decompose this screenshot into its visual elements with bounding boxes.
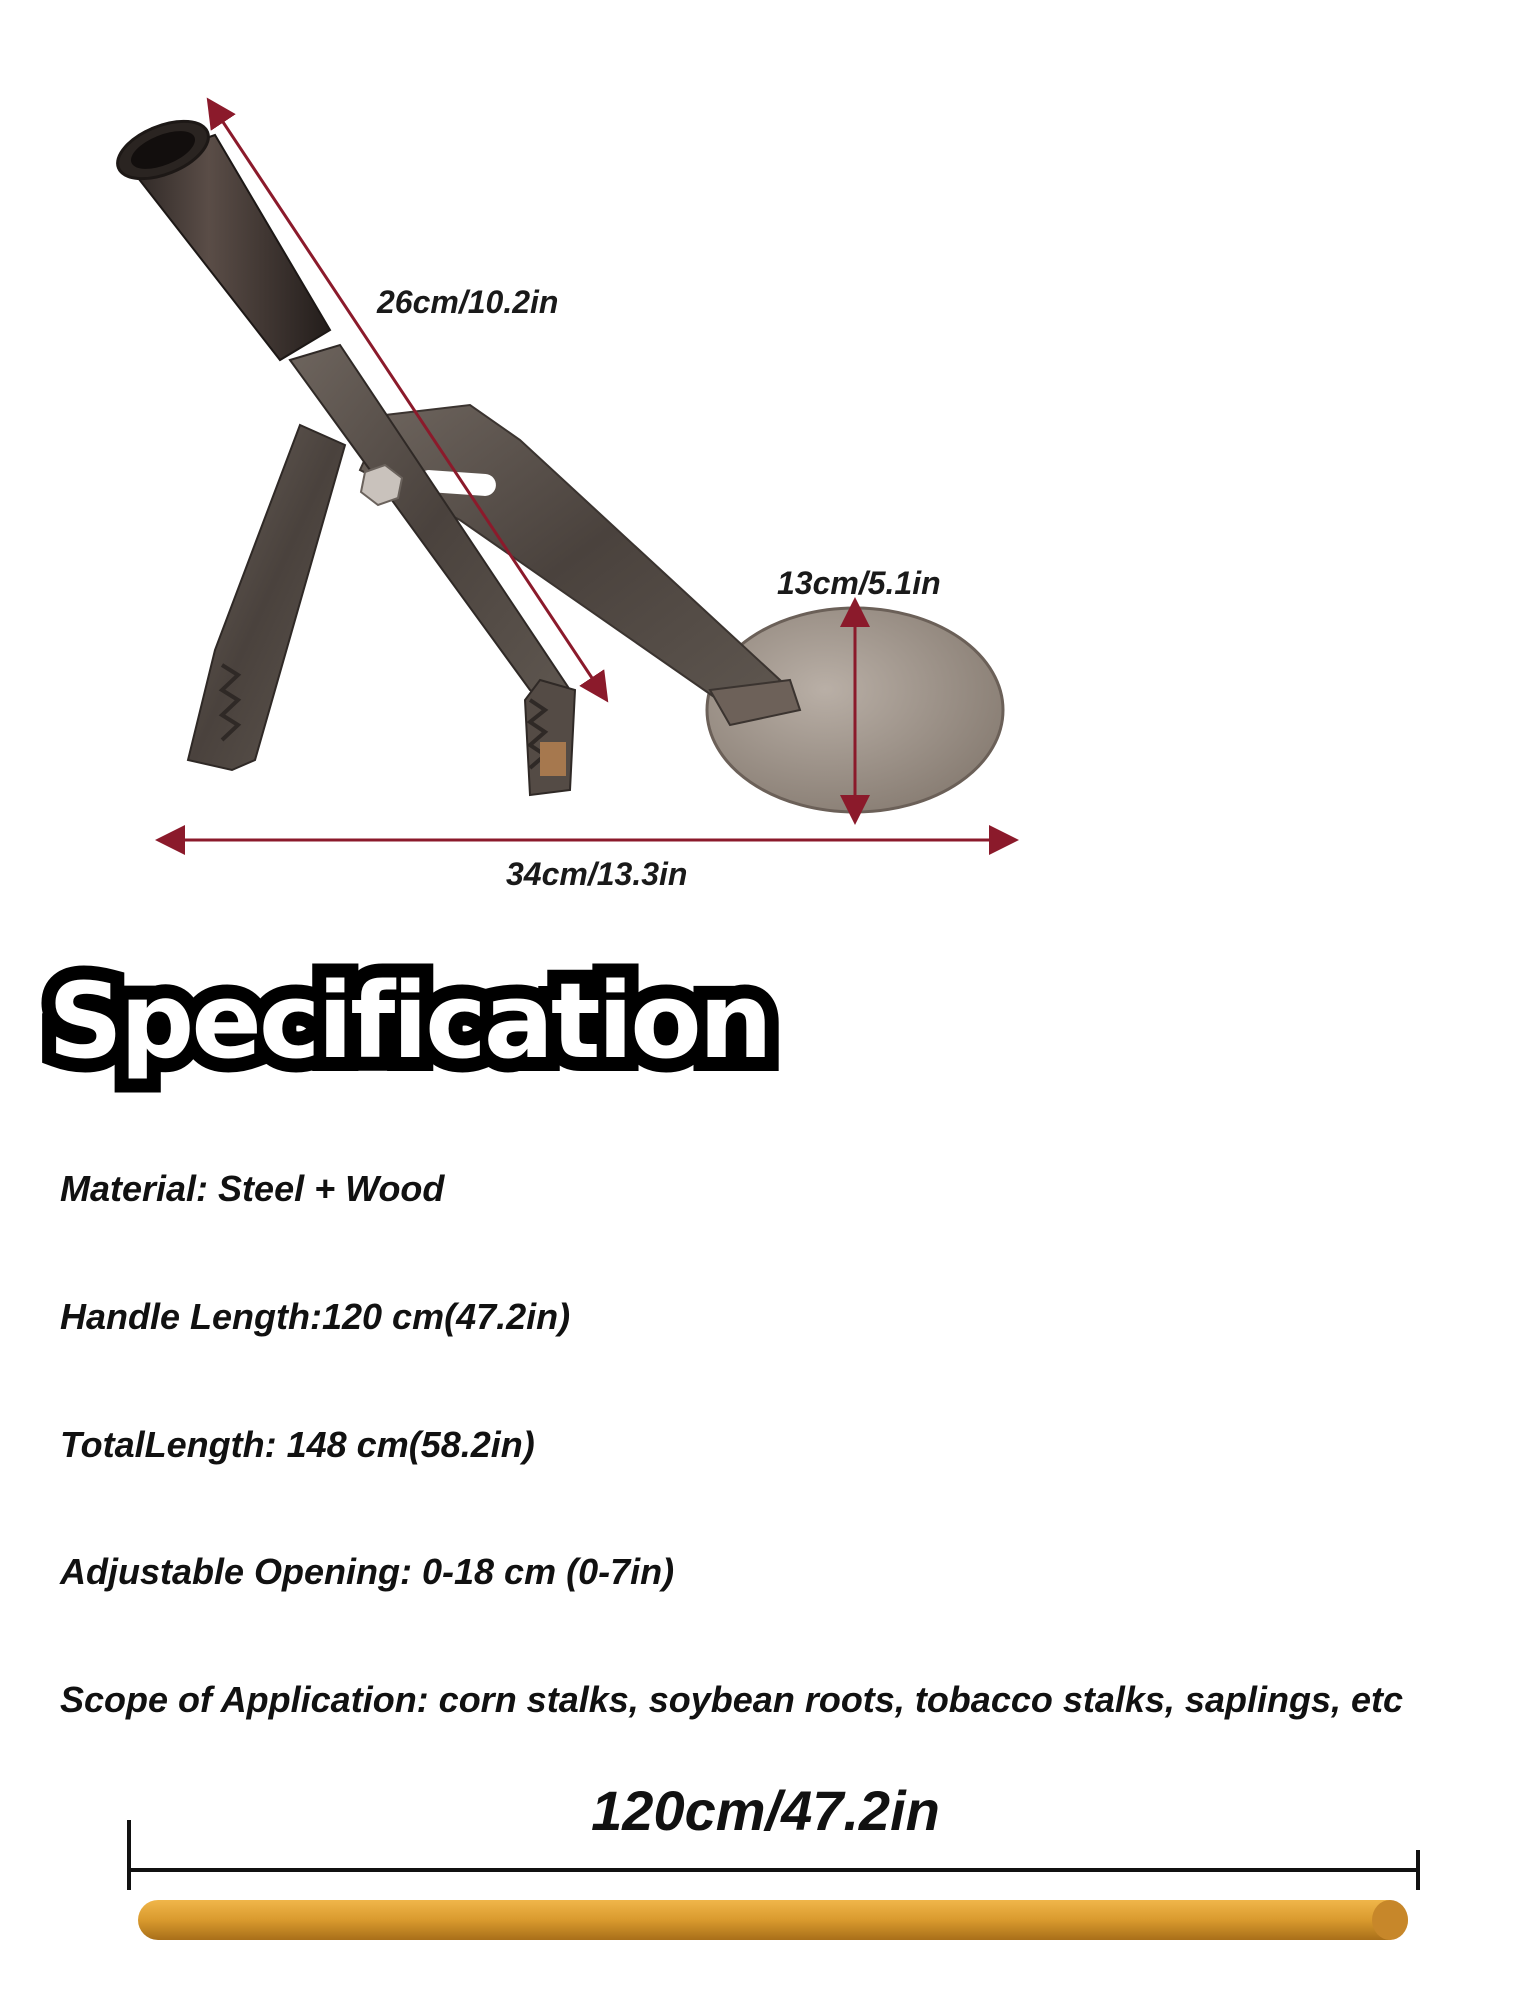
measure-line — [129, 1820, 1418, 1890]
specification-title: Specification — [48, 960, 770, 1082]
spec-line-total-length: TotalLength: 148 cm(58.2in) — [60, 1424, 535, 1465]
handle-rod-illustration — [0, 1820, 1531, 2000]
bracket-plate — [360, 405, 800, 725]
dimension-label-length: 26cm/10.2in — [377, 284, 559, 320]
dimension-label-disc: 13cm/5.1in — [777, 565, 941, 601]
spec-line-scope: Scope of Application: corn stalks, soybean roots, tobacco stalks, saplings, etc — [60, 1679, 1404, 1720]
handle-length-label: 120cm/47.2in — [591, 1779, 940, 1842]
spec-line-handle-length: Handle Length:120 cm(47.2in) — [60, 1296, 571, 1337]
left-claw — [188, 425, 345, 770]
spec-line-material: Material: Steel + Wood — [60, 1168, 445, 1209]
wood-handle-rod — [138, 1900, 1408, 1940]
product-illustration — [0, 0, 1531, 900]
spec-line-adjustable-opening: Adjustable Opening: 0-18 cm (0-7in) — [60, 1551, 675, 1592]
dimension-label-width: 34cm/13.3in — [506, 856, 688, 892]
